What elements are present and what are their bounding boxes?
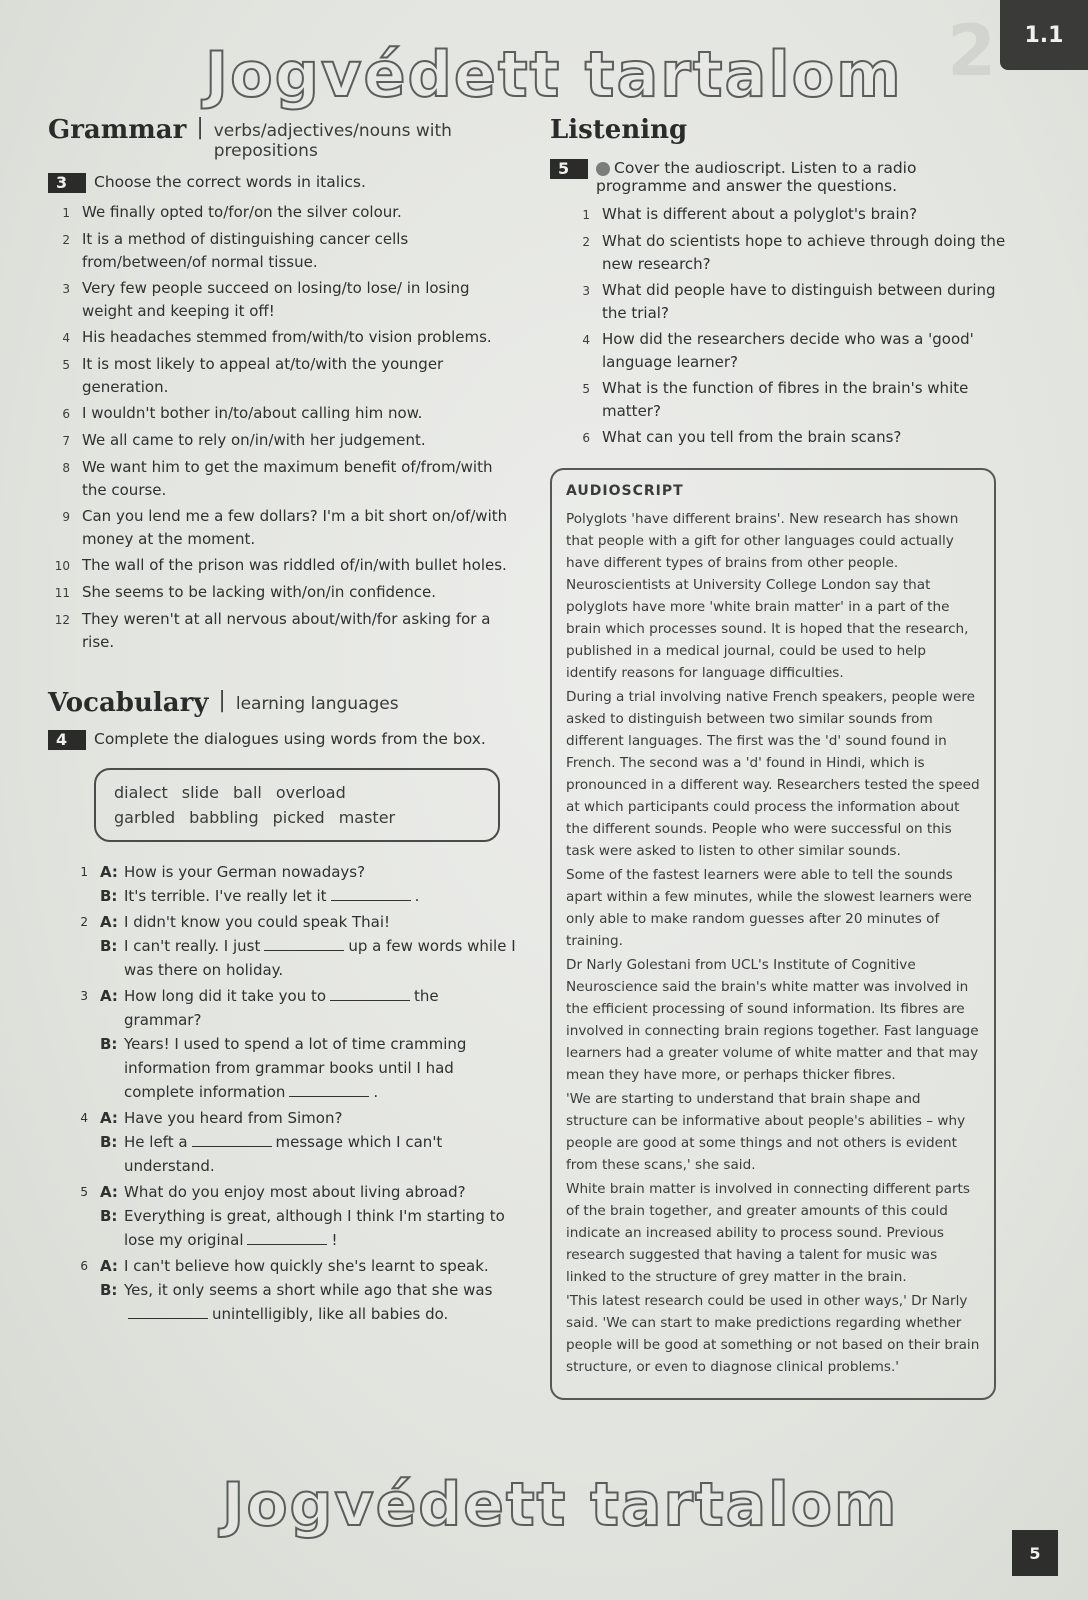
speaker-label: A: [100,913,118,931]
vocabulary-title: Vocabulary [48,688,209,718]
text-before: How is your German nowadays? [124,863,366,881]
dialogue-line [100,910,518,934]
dialogue-text [124,1204,518,1252]
heading-separator: | [196,115,204,140]
dialogue [48,1180,518,1252]
question-number: 2 [582,235,590,249]
task-number-badge: 4 [48,730,86,750]
dialogue-text [124,984,518,1032]
item-text: They weren't at all nervous about/with/for asking for a rise. [82,610,491,651]
item-number: 5 [62,358,70,372]
question-text: What do scientists hope to achieve through doing the new research? [602,232,1006,273]
grammar-heading [48,115,518,161]
unit-tab: 1.1 [1000,0,1088,70]
list-item [568,377,1010,423]
dialogue-line [100,984,518,1032]
text-after: ! [331,1231,338,1249]
audioscript-paragraph: White brain matter is involved in connecting different parts of the brain together, and greater amounts of this could indicate an increased ability to process sound. Previous research suggested that having a talent for music was linked to the structure of grey matter in the brain. [566,1181,970,1285]
background-digit: 2 [947,10,996,92]
list-item [48,228,518,274]
box-word: picked [272,808,325,827]
text-before: I can't really. I just [124,937,261,955]
dialogue [48,984,518,1104]
dialogue-line [100,1130,518,1178]
item-text: We want him to get the maximum benefit of/from/with the course. [82,458,493,499]
dialogue-text [124,1106,342,1130]
question-text: What is different about a polyglot's brain? [602,205,918,223]
dialogue [48,860,518,908]
task-number-badge: 3 [48,173,86,193]
dialogue [48,910,518,982]
heading-separator: | [218,688,226,713]
listening-task [550,159,1010,195]
vocabulary-task [48,730,518,750]
speaker-label: B: [100,1281,118,1299]
question-text: What is the function of fibres in the brain's white matter? [602,379,969,420]
item-text: His headaches stemmed from/with/to vision problems. [82,328,492,346]
speaker-label: B: [100,887,118,905]
dialogue-lines [100,1106,518,1178]
dialogue-line [100,1278,518,1326]
grammar-instruction: Choose the correct words in italics. [94,173,366,191]
vocabulary-heading [48,688,518,718]
dialogue-text [124,1130,518,1178]
audioscript-paragraph: Dr Narly Golestani from UCL's Institute of Cognitive Neuroscience said the brain's white matter was involved in the efficient processing of sound information. Its fibres are involved in connecting brain regions together. Fast language learners had a greater volume of white matter and that may mean they have more, or perhaps thicker fibres. [566,957,979,1083]
audioscript-paragraph: During a trial involving native French speakers, people were asked to distinguish between two similar sounds from different languages. The first was the 'd' sound found in French. The second was a 'd' found in Hindi, which is pronounced in a different way. Researchers tested the speed at which participants could process the information about the different sounds. People who were successful on this task were asked to listen to other similar sounds. [566,689,980,859]
speaker-label: A: [100,863,118,881]
dialogue-text [124,934,518,982]
list-item [568,203,1010,227]
text-after: up a few words while I was there on holiday. [124,937,516,979]
dialogue-lines [100,860,518,908]
text-before: Years! I used to spend a lot of time cramming information from grammar books until I had complete information [124,1035,467,1101]
text-after: . [414,887,420,905]
dialogue-number: 3 [80,989,88,1003]
item-number: 9 [62,510,70,524]
dialogue-text [124,910,390,934]
audioscript-paragraph: 'We are starting to understand that brain shape and structure can be informative about people's abilities – why people are good at some things and not others is evident from these scans,' she said. [566,1091,966,1173]
list-item [568,426,1010,450]
list-item [568,328,1010,374]
dialogue-text [124,1278,518,1326]
item-text: Can you lend me a few dollars? I'm a bit short on/of/with money at the moment. [82,507,508,548]
question-number: 1 [582,208,590,222]
answer-blank [264,949,344,951]
vocabulary-subtitle: learning languages [235,694,399,714]
answer-blank [247,1243,327,1245]
speaker-label: A: [100,987,118,1005]
list-item [48,201,518,225]
item-text: She seems to be lacking with/on/in confidence. [82,583,437,601]
item-number: 2 [62,233,70,247]
dialogue-number: 1 [80,865,88,879]
page-number: 5 [1012,1530,1058,1576]
item-text: The wall of the prison was riddled of/in/with bullet holes. [82,556,507,574]
dialogue-number: 6 [80,1259,88,1273]
answer-blank [289,1095,369,1097]
answer-blank [192,1145,272,1147]
audioscript-title: AUDIOSCRIPT [566,483,684,499]
list-item [48,429,518,453]
listening-instruction: Cover the audioscript. Listen to a radio programme and answer the questions. [596,159,917,195]
dialogue-line [100,1106,518,1130]
question-text: What can you tell from the brain scans? [602,428,902,446]
question-text: What did people have to distinguish between during the trial? [602,281,996,322]
left-column [48,115,518,1328]
watermark-top: Jogvédett tartalom [205,38,903,111]
text-before: I didn't know you could speak Thai! [124,913,391,931]
dialogue-line [100,860,518,884]
dialogue-line [100,884,518,908]
item-text: It is a method of distinguishing cancer cells from/between/of normal tissue. [82,230,409,271]
right-column [550,115,1010,1400]
list-item [48,402,518,426]
dialogue-line [100,934,518,982]
item-text: Very few people succeed on losing/to lose/ in losing weight and keeping it off! [82,279,470,320]
vocabulary-instruction: Complete the dialogues using words from the box. [94,730,486,748]
dialogue-text [124,884,419,908]
list-item [48,353,518,399]
text-before: I can't believe how quickly she's learnt to speak. [124,1257,489,1275]
text-after: . [373,1083,379,1101]
answer-blank [330,999,410,1001]
dialogue-line [100,1032,518,1104]
text-before: It's terrible. I've really let it [124,887,327,905]
item-number: 10 [54,559,70,573]
question-text: How did the researchers decide who was a 'good' language learner? [602,330,974,371]
speaker-label: A: [100,1257,118,1275]
question-number: 4 [582,333,590,347]
dialogue-lines [100,910,518,982]
dialogue [48,1106,518,1178]
dialogue-text [124,1254,489,1278]
speaker-label: B: [100,1133,118,1151]
answer-blank [128,1317,208,1319]
text-before: He left a [124,1133,188,1151]
grammar-subtitle: verbs/adjectives/nouns with prepositions [213,121,452,161]
audioscript-box [550,468,996,1400]
item-number: 12 [54,613,70,627]
question-number: 3 [582,284,590,298]
item-text: It is most likely to appeal at/to/with the younger generation. [82,355,444,396]
dialogue-number: 4 [80,1111,88,1125]
grammar-task [48,173,518,193]
dialogue-text [124,1180,466,1204]
question-number: 6 [582,431,590,445]
box-word: ball [233,783,262,802]
dialogues [48,860,518,1326]
list-item [568,279,1010,325]
item-number: 4 [62,331,70,345]
text-after: unintelligibly, like all babies do. [212,1305,449,1323]
list-item [48,581,518,605]
list-item [48,505,518,551]
list-item [568,230,1010,276]
dialogue-number: 2 [80,915,88,929]
box-word: slide [181,783,219,802]
text-after: the grammar? [124,987,439,1029]
text-after: message which I can't understand. [124,1133,443,1175]
list-item [48,554,518,578]
box-word: garbled [114,808,176,827]
text-before: How long did it take you to [124,987,327,1005]
dialogue-lines [100,1180,518,1252]
dialogue-lines [100,1254,518,1326]
audioscript-paragraph: Some of the fastest learners were able to tell the sounds apart within a few minutes, while the slowest learners were only able to make random guesses after 20 minutes of training. [566,867,972,949]
audioscript-paragraph: 'This latest research could be used in other ways,' Dr Narly said. 'We can start to make predictions regarding whether people will be good at something or not based on their brain structure, or even to diagnose clinical problems.' [566,1293,980,1375]
grammar-items [48,201,518,654]
text-before: What do you enjoy most about living abroad? [124,1183,466,1201]
question-number: 5 [582,382,590,396]
speaker-label: A: [100,1109,118,1127]
box-word: master [338,808,396,827]
item-text: I wouldn't bother in/to/about calling him now. [82,404,423,422]
speaker-label: B: [100,1207,118,1225]
dialogue-line [100,1254,518,1278]
audioscript-text [566,508,980,1378]
list-item [48,456,518,502]
item-number: 3 [62,282,70,296]
dialogue-line [100,1204,518,1252]
item-number: 6 [62,407,70,421]
listening-title: Listening [550,115,688,145]
text-before: Yes, it only seems a short while ago that she was [124,1281,493,1299]
item-number: 1 [62,206,70,220]
task-number-badge: 5 [550,159,588,179]
list-item [48,326,518,350]
dialogue-text [124,1032,518,1104]
text-before: Have you heard from Simon? [124,1109,343,1127]
item-number: 7 [62,434,70,448]
speaker-label: B: [100,937,118,955]
box-word: overload [275,783,346,802]
list-item [48,277,518,323]
audio-cd-icon [596,162,610,176]
item-text: We all came to rely on/in/with her judgement. [82,431,426,449]
item-number: 11 [54,586,70,600]
answer-blank [331,899,411,901]
word-box [94,768,500,842]
box-word: babbling [189,808,259,827]
dialogue [48,1254,518,1326]
dialogue-line [100,1180,518,1204]
list-item [48,608,518,654]
grammar-title: Grammar [48,115,187,145]
audioscript-paragraph: Polyglots 'have different brains'. New research has shown that people with a gift for other languages could actually have different types of brains from other people. Neuroscientists at University College London say that polyglots have more 'white brain matter' in a part of the brain which processes sound. It is hoped that the research, published in a medical journal, could be used to help identify reasons for language difficulties. [566,511,969,681]
dialogue-number: 5 [80,1185,88,1199]
listening-questions [568,203,1010,450]
item-number: 8 [62,461,70,475]
watermark-bottom: Jogvédett tartalom [222,1470,899,1540]
text-before: Everything is great, although I think I'm starting to lose my original [124,1207,505,1249]
speaker-label: B: [100,1035,118,1053]
dialogue-lines [100,984,518,1104]
item-text: We finally opted to/for/on the silver colour. [82,203,402,221]
dialogue-text [124,860,365,884]
speaker-label: A: [100,1183,118,1201]
box-word: dialect [114,783,168,802]
